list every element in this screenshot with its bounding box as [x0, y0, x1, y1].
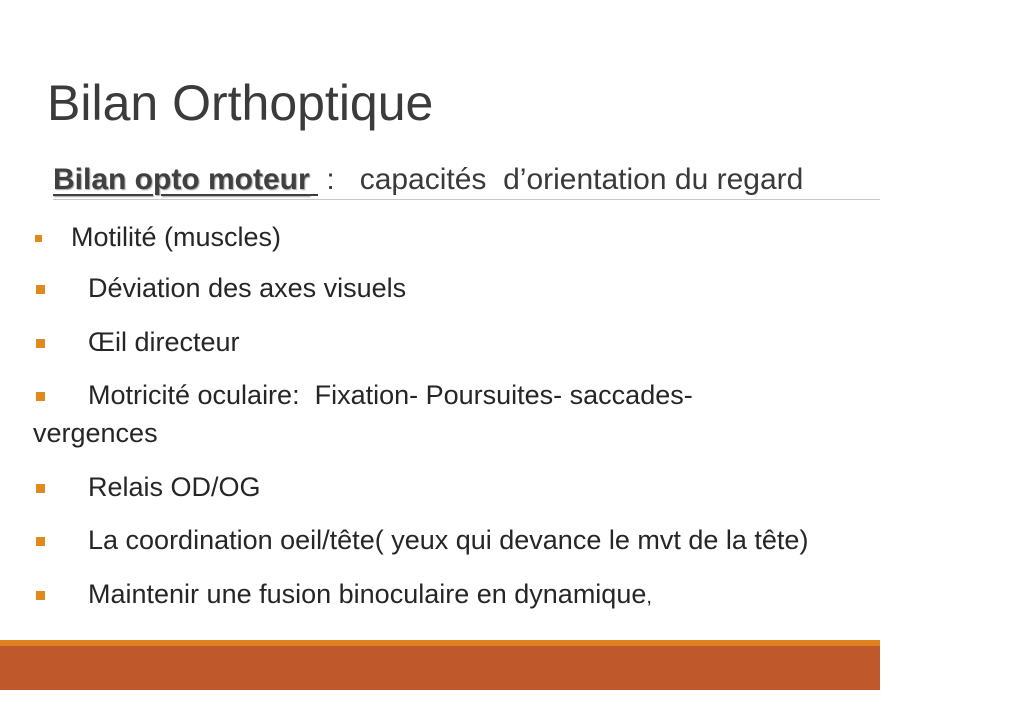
list-item: [36, 522, 808, 558]
subtitle-colon: [318, 163, 335, 196]
list-item: [36, 377, 693, 413]
square-bullet-icon: [36, 484, 45, 493]
slide-subtitle: [53, 160, 803, 200]
subtitle-heading: Bilan opto moteur: [53, 163, 310, 196]
list-item: [36, 324, 240, 360]
slide-title: Bilan Orthoptique: [47, 75, 434, 131]
list-item-text: Déviation des axes visuels: [88, 273, 407, 303]
list-item-trailing-comma: ,: [646, 586, 652, 608]
list-item: [36, 576, 652, 615]
subtitle-underline-gap: [310, 163, 318, 196]
square-bullet-icon: [35, 235, 42, 242]
subtitle-description: capacités d’orientation du regard: [334, 163, 804, 196]
square-bullet-icon: [36, 392, 45, 401]
square-bullet-icon: [36, 591, 45, 600]
subtitle-divider: [53, 199, 880, 200]
list-item-continuation: [33, 415, 158, 451]
subtitle-colon-char: :: [326, 163, 335, 196]
list-item-text: Œil directeur: [88, 327, 240, 357]
square-bullet-icon: [36, 537, 45, 546]
list-item-text: La coordination oeil/tête( yeux qui devance le mvt de la tête): [88, 525, 809, 555]
list-item-text-line2: vergences: [33, 418, 158, 448]
square-bullet-icon: [36, 339, 45, 348]
list-item: [36, 270, 406, 306]
list-item-text: Motilité (muscles): [71, 222, 282, 252]
list-item-text: Relais OD/OG: [88, 472, 261, 502]
list-item: [36, 469, 261, 505]
list-item-text: Maintenir une fusion binoculaire en dynamique: [88, 579, 647, 609]
footer-band: [0, 646, 880, 690]
square-bullet-icon: [36, 285, 45, 294]
list-item-text-line1: Motricité oculaire: Fixation- Poursuites- saccades-: [88, 380, 693, 410]
list-item: [35, 219, 281, 255]
